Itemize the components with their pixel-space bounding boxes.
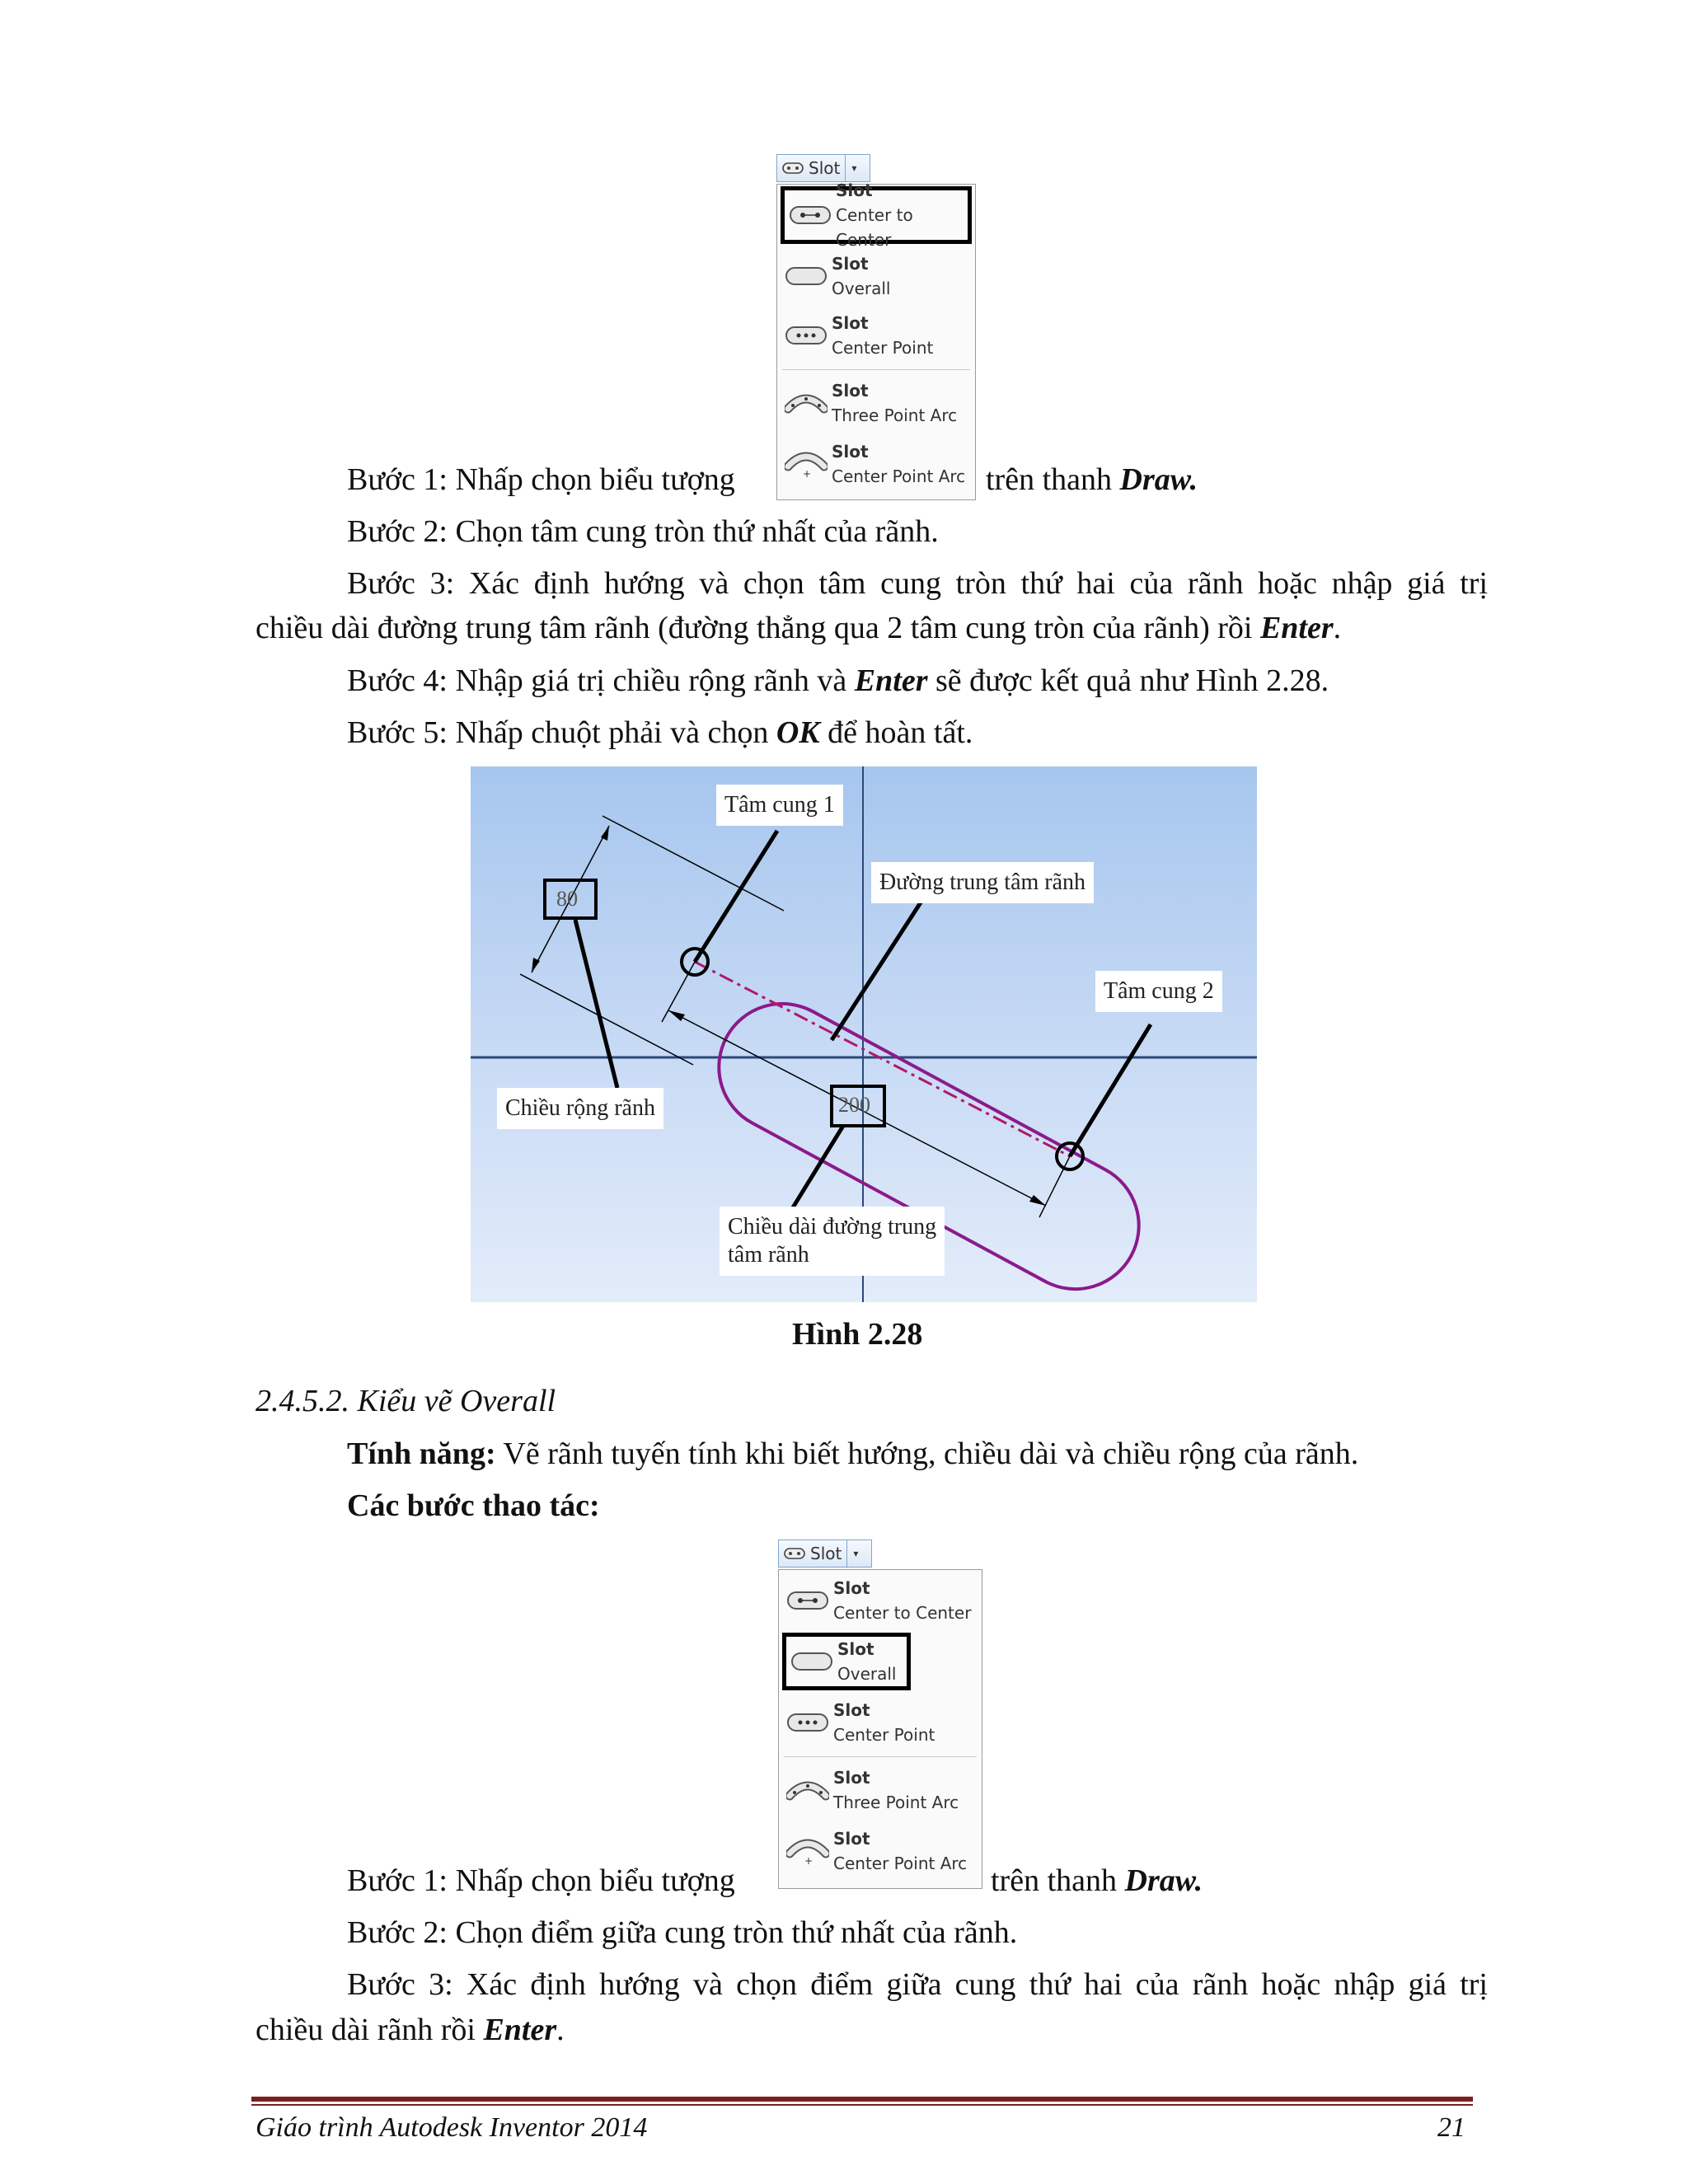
menu-item-slot-three-point-arc[interactable] bbox=[781, 374, 972, 432]
length-dim-arrow-2 bbox=[1029, 1195, 1046, 1206]
s2-step3-text-1: Bước 3: Xác định hướng và chọn điểm giữa cung thứ hai của rãnh hoặc nhập giá trị bbox=[347, 1967, 1488, 2002]
slot-center-to-center-icon bbox=[782, 1584, 833, 1617]
slot-dropdown-panel bbox=[776, 180, 976, 500]
s2-step1-line-suffix bbox=[991, 1858, 1203, 1903]
s2-step3-text-2: chiều dài rãnh rồi bbox=[256, 2013, 476, 2047]
slot-overall-icon bbox=[781, 260, 832, 293]
menu-item-slot-center-point-arc[interactable] bbox=[782, 1822, 978, 1880]
slot-center-to-center-icon bbox=[785, 199, 836, 232]
step4-suffix: sẽ được kết quả như Hình 2.28. bbox=[935, 663, 1329, 698]
callout-slot-width: Chiều rộng rãnh bbox=[497, 1088, 663, 1129]
leader-centerline bbox=[832, 900, 922, 1040]
leader-arc-center-1 bbox=[695, 831, 777, 962]
slot-center-point-icon bbox=[782, 1706, 833, 1739]
section-heading: 2.4.5.2. Kiểu vẽ Overall bbox=[256, 1384, 556, 1418]
feature-text: Vẽ rãnh tuyến tính khi biết hướng, chiều dài và chiều rộng của rãnh. bbox=[503, 1436, 1359, 1471]
menu-item-subtitle: Center to Center bbox=[836, 205, 913, 250]
step3-line2 bbox=[256, 606, 1341, 650]
menu-item-subtitle: Center Point bbox=[832, 338, 934, 358]
slot-three-point-arc-icon bbox=[782, 1774, 833, 1807]
feature-line bbox=[347, 1432, 1358, 1476]
menu-item-title: Slot bbox=[832, 254, 869, 274]
step1-emph: Draw. bbox=[1119, 462, 1198, 497]
length-dim-extension-2 bbox=[1039, 1156, 1070, 1217]
menu-item-slot-center-point[interactable] bbox=[782, 1694, 978, 1751]
feature-label: Tính năng: bbox=[347, 1436, 496, 1471]
menu-item-subtitle: Three Point Arc bbox=[833, 1793, 959, 1812]
slot-dropdown-label: Slot bbox=[809, 158, 841, 178]
menu-item-slot-overall[interactable] bbox=[781, 247, 972, 305]
step5-suffix: để hoàn tất. bbox=[828, 715, 973, 750]
slot-dropdown-menu-bottom bbox=[778, 1540, 984, 1889]
menu-separator bbox=[784, 1756, 977, 1757]
s2-step3-emph: Enter bbox=[483, 2013, 557, 2047]
slot-dropdown-label: Slot bbox=[810, 1544, 842, 1563]
step1-line bbox=[347, 457, 735, 502]
slot-center-point-icon bbox=[781, 319, 832, 352]
menu-item-subtitle: Three Point Arc bbox=[832, 405, 958, 425]
step3-line1 bbox=[347, 561, 1488, 606]
footer-page-number: 21 bbox=[1437, 2112, 1465, 2143]
menu-item-title: Slot bbox=[836, 180, 873, 200]
menu-item-subtitle: Center to Center bbox=[833, 1603, 972, 1623]
width-dim-value: 80 bbox=[556, 887, 578, 911]
step3-text-2: chiều dài đường trung tâm rãnh (đường thẳng qua 2 tâm cung tròn của rãnh) rồi bbox=[256, 611, 1253, 645]
callout-centerline-length-line1: Chiều dài đường trung bbox=[728, 1214, 937, 1240]
menu-item-title: Slot bbox=[833, 1829, 870, 1849]
step4-emph: Enter bbox=[854, 663, 928, 698]
leader-arc-center-2 bbox=[1070, 1024, 1151, 1156]
menu-item-slot-center-point[interactable] bbox=[781, 307, 972, 364]
menu-item-slot-three-point-arc[interactable] bbox=[782, 1761, 978, 1819]
step1-line-suffix bbox=[986, 457, 1198, 502]
menu-item-title: Slot bbox=[837, 1639, 874, 1659]
s2-step3-line1 bbox=[347, 1962, 1488, 2007]
menu-item-slot-center-to-center[interactable] bbox=[782, 1572, 978, 1629]
figure-slot-center-to-center bbox=[471, 766, 1257, 1302]
slot-icon bbox=[784, 1547, 805, 1560]
menu-separator bbox=[782, 369, 970, 370]
leader-slot-width bbox=[575, 920, 617, 1088]
menu-item-title: Slot bbox=[833, 1768, 870, 1788]
chevron-down-icon[interactable]: ▾ bbox=[851, 162, 857, 174]
footer-rule-thin bbox=[251, 2104, 1473, 2106]
slot-center-point-arc-icon bbox=[781, 448, 832, 480]
step5-prefix: Bước 5: Nhấp chuột phải và chọn bbox=[347, 715, 769, 750]
callout-arc-center-2: Tâm cung 2 bbox=[1095, 971, 1222, 1012]
slot-three-point-arc-icon bbox=[781, 387, 832, 419]
s2-step3-line2 bbox=[256, 2008, 565, 2052]
slot-icon bbox=[782, 162, 804, 175]
step3-end: . bbox=[1333, 611, 1342, 645]
callout-centerline-length-line2: tâm rãnh bbox=[728, 1242, 809, 1268]
step3-text-1: Bước 3: Xác định hướng và chọn tâm cung tròn thứ hai của rãnh hoặc nhập giá trị bbox=[347, 566, 1488, 601]
chevron-down-icon[interactable]: ▾ bbox=[853, 1548, 859, 1559]
step4-prefix: Bước 4: Nhập giá trị chiều rộng rãnh và bbox=[347, 663, 847, 698]
step2-line: Bước 2: Chọn tâm cung tròn thứ nhất của rãnh. bbox=[347, 514, 939, 549]
step5-line bbox=[347, 710, 973, 755]
menu-item-title: Slot bbox=[833, 1578, 870, 1598]
callout-centerline-length bbox=[720, 1207, 945, 1276]
figure-caption: Hình 2.28 bbox=[792, 1317, 923, 1352]
slot-center-point-arc-icon bbox=[782, 1835, 833, 1868]
menu-item-slot-overall[interactable] bbox=[782, 1633, 911, 1690]
callout-centerline: Đường trung tâm rãnh bbox=[871, 862, 1094, 903]
menu-item-subtitle: Overall bbox=[837, 1664, 897, 1684]
svg-text:+: + bbox=[803, 468, 812, 478]
slot-dropdown-header[interactable] bbox=[778, 1540, 872, 1568]
s2-step1-emph: Draw. bbox=[1124, 1863, 1203, 1898]
menu-item-subtitle: Center Point Arc bbox=[832, 466, 966, 486]
s2-step3-end: . bbox=[556, 2013, 565, 2047]
menu-item-subtitle: Center Point bbox=[833, 1725, 935, 1745]
step3-emph: Enter bbox=[1259, 611, 1334, 645]
menu-item-subtitle: Center Point Arc bbox=[833, 1854, 968, 1873]
menu-item-slot-center-point-arc[interactable] bbox=[781, 435, 972, 493]
s2-step1-prefix: Bước 1: Nhấp chọn biểu tượng bbox=[347, 1863, 735, 1898]
footer-title: Giáo trình Autodesk Inventor 2014 bbox=[256, 2112, 648, 2143]
slot-dropdown-menu-top bbox=[776, 154, 978, 500]
step1-suffix: trên thanh bbox=[986, 462, 1113, 497]
callout-arc-center-1: Tâm cung 1 bbox=[716, 785, 843, 826]
menu-item-title: Slot bbox=[833, 1700, 870, 1720]
svg-text:+: + bbox=[804, 1855, 814, 1865]
step4-line bbox=[347, 658, 1329, 703]
menu-item-subtitle: Overall bbox=[832, 279, 891, 298]
menu-item-title: Slot bbox=[832, 313, 869, 333]
menu-item-title: Slot bbox=[832, 442, 869, 462]
length-dim-arrow-1 bbox=[668, 1010, 685, 1021]
slot-overall-icon bbox=[786, 1645, 837, 1678]
slot-dropdown-panel bbox=[778, 1569, 982, 1889]
menu-item-title: Slot bbox=[832, 381, 869, 401]
step5-emph: OK bbox=[776, 715, 820, 750]
step1-prefix: Bước 1: Nhấp chọn biểu tượng bbox=[347, 462, 735, 497]
length-dim-value: 200 bbox=[838, 1093, 870, 1117]
menu-item-slot-center-to-center[interactable] bbox=[781, 180, 972, 250]
s2-step2-line: Bước 2: Chọn điểm giữa cung tròn thứ nhất của rãnh. bbox=[347, 1915, 1018, 1950]
s2-step1-line bbox=[347, 1858, 735, 1903]
steps-label: Các bước thao tác: bbox=[347, 1488, 600, 1523]
s2-step1-suffix: trên thanh bbox=[991, 1863, 1118, 1898]
footer-rule-thick bbox=[251, 2097, 1473, 2102]
